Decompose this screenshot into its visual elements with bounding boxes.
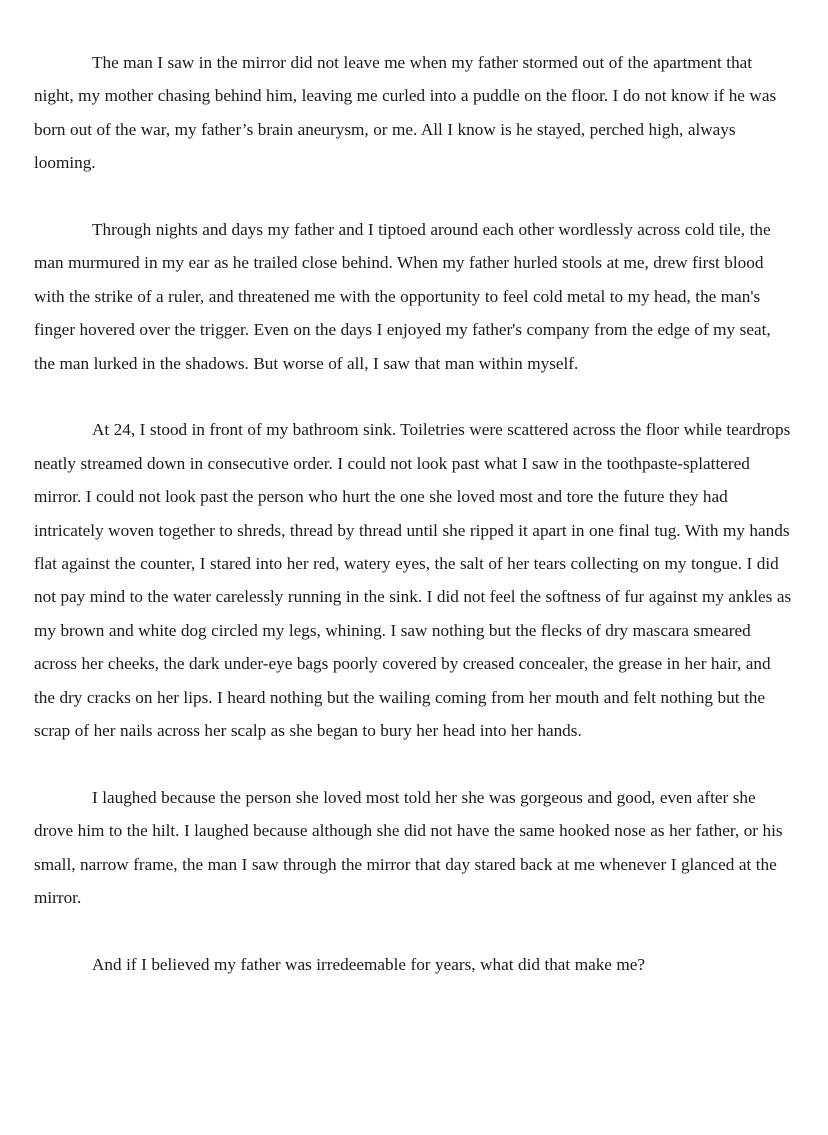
paragraph-2: Through nights and days my father and I tiptoed around each other wordlessly across cold tile, the man murmured in my ear as he trailed close behind. When my father hurled stools at me, drew first blood with the strike of a ruler, and threatened me with the opportunity to feel cold metal to my head, the man's finger hovered over the trigger. Even on the days I enjoyed my father's company from the edge of my seat, the man lurked in the shadows. But worse of all, I saw that man within myself. xyxy=(34,220,771,373)
paragraph-5: And if I believed my father was irredeemable for years, what did that make me? xyxy=(92,954,646,974)
document-body xyxy=(34,46,794,981)
paragraph-3: At 24, I stood in front of my bathroom sink. Toiletries were scattered across the floor while teardrops neatly streamed down in consecutive order. I could not look past what I saw in the toothpaste-splattered mirror. I could not look past the person who hurt the one she loved most and tore the future they had intricately woven together to shreds, thread by thread until she ripped it apart in one final tug. With my hands flat against the counter, I stared into her red, watery eyes, the salt of her tears collecting on my tongue. I did not pay mind to the water carelessly running in the sink. I did not feel the softness of fur against my ankles as my brown and white dog circled my legs, whining. I saw nothing but the flecks of dry mascara smeared across her cheeks, the dark under-eye bags poorly covered by creased concealer, the grease in her hair, and the dry cracks on her lips. I heard nothing but the wailing coming from her mouth and felt nothing but the scrap of her nails across her scalp as she began to bury her head into her hands. xyxy=(34,420,792,741)
paragraph-1: The man I saw in the mirror did not leave me when my father stormed out of the apartment that night, my mother chasing behind him, leaving me curled into a puddle on the floor. I do not know if he was born out of the war, my father’s brain aneurysm, or me. All I know is he stayed, perched high, always looming. xyxy=(34,53,777,173)
paragraph-4: I laughed because the person she loved most told her she was gorgeous and good, even after she drove him to the hilt. I laughed because although she did not have the same hooked nose as her father, or his small, narrow frame, the man I saw through the mirror that day stared back at me whenever I glanced at the mirror. xyxy=(34,787,783,908)
